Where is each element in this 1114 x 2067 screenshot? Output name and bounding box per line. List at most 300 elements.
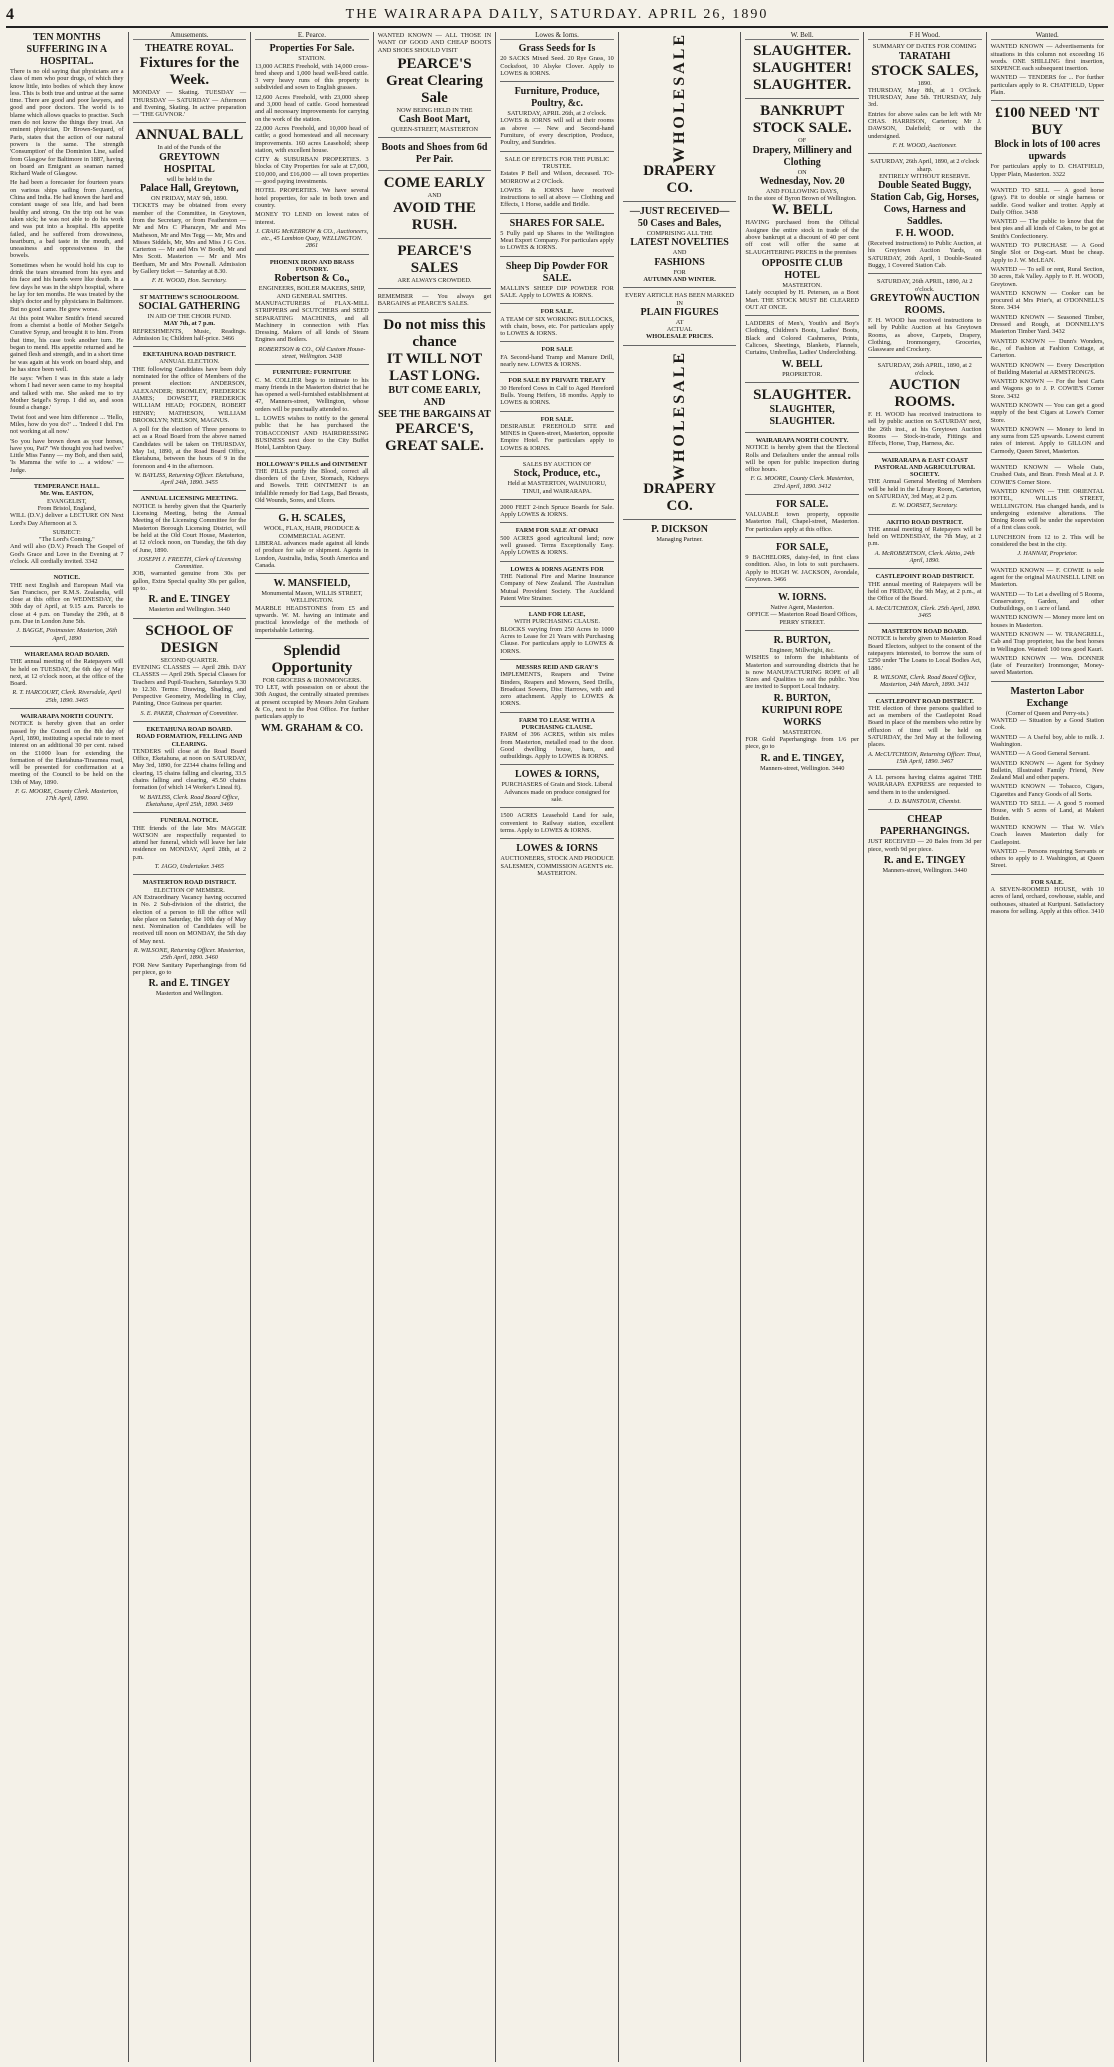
advert-heading: Manners-street, Wellington. 3440 bbox=[759, 764, 845, 772]
divider bbox=[623, 201, 737, 202]
divider bbox=[500, 807, 614, 808]
advert-heading: FOR SALE, bbox=[776, 541, 829, 553]
advert-heading: BUT COME EARLY, AND bbox=[388, 384, 481, 408]
advert-heading: PLAIN FIGURES bbox=[640, 306, 719, 318]
advert-heading: TEMPERANCE HALL. bbox=[33, 483, 100, 491]
advert-heading: ENTIRELY WITHOUT RESERVE. bbox=[879, 172, 971, 180]
advert-heading: SEE THE BARGAINS AT bbox=[378, 408, 491, 420]
advert-heading: Sheep Dip Powder FOR SALE. bbox=[505, 260, 609, 284]
advert-heading: WOOL, FLAX, HAIR, PRODUCE & COMMERCIAL AGENT. bbox=[263, 525, 360, 540]
divider bbox=[255, 508, 369, 509]
advert-text: F. H. WOOD has received instructions to sell by Public Auction at his Greytown Rooms, as above, Carpets, Drapery, Clothing, Ironmongery, Groceries, Glassware and Crockery. bbox=[867, 316, 982, 354]
advert-text: TICKETS may be obtained from every member of the Committee, in Greytown, from the Secretary, or from Featherston — Mr and Mrs C Pharazyn, Mr and Mrs Matheson, Mr and Mrs Tegg — Mr, Mrs and Misses Siddels, Mr, Mrs and Miss J G Cox. Carterton — Mr and Mrs W Booth, Mr and Mrs Scott. Masterton — Mr and Mrs Beetham, Mr and Mrs Pownall. Admission by Gallery ticket — Saturday at 8.30. bbox=[132, 202, 247, 276]
advert-text: 20 SACKS Mixed Seed. 20 Rye Grass, 10 Cocksfoot, 10 Alsyke Clover. Apply to LOWES & IORNS. bbox=[500, 55, 614, 77]
columns-container bbox=[6, 32, 1108, 2062]
advert-text: 13,000 ACRES Freehold, with 14,000 cross-bred sheep and 1,000 head well-bred cattle. 3 very heavy runs of this property is subdivided and sown to English grasses. bbox=[255, 62, 369, 92]
advert-heading: R. BURTON, bbox=[773, 692, 831, 704]
advert-heading: PHOENIX IRON AND BRASS FOUNDRY. bbox=[269, 258, 354, 274]
advert-heading: Native Agent, Masterton. bbox=[770, 604, 834, 612]
advert-heading: In the store of Byron Brown of Wellington. bbox=[747, 195, 857, 203]
advert-heading: F. G. MOORE, County Clerk. Masterton, 23rd April, 1890. 3412 bbox=[750, 475, 854, 490]
advert-text: He says: 'When I was in this state a lady whom I had never seen came to my hospital and talked with me. She asked me to try Mother Seigel's Syrup. I did so, and soon found a change.' bbox=[10, 375, 124, 412]
advert-heading: WM. GRAHAM & CO. bbox=[260, 722, 363, 734]
advert-text: WANTED — To Let a dwelling of 5 Rooms, Conservatory, Garden, and other Outbuildings, on 1 acre of land. bbox=[990, 590, 1105, 613]
advert-text: WANTED — The public to know that the best pies and all kinds of Cakes, to be got at Smith's Confectionery. bbox=[990, 218, 1105, 240]
advert-heading: Held at MASTERTON, WAINUIORU, TINUI, and WAIRARAPA. bbox=[507, 480, 607, 495]
advert-heading: LOWES & IORNS, bbox=[514, 769, 600, 781]
advert-heading: THEATRE ROYAL. bbox=[145, 43, 234, 55]
advert-heading: HOLLOWAY'S PILLS and OINTMENT bbox=[256, 460, 368, 468]
advert-heading: A. McCUTCHEON, Clerk. 25th April, 1890. 3465 bbox=[868, 604, 981, 619]
advert-heading: SATURDAY, 26th APRIL, 1890, At 2 o'clock. bbox=[876, 278, 973, 293]
advert-text: WANTED KNOWN — That W. Vile's Coach leaves Masterton daily for Castlepoint. bbox=[990, 823, 1105, 846]
advert-heading: WITH PURCHASING CLAUSE. bbox=[514, 618, 600, 626]
advert-heading: LOWES & IORNS bbox=[516, 843, 598, 855]
advert-text: WANTED KNOWN — Whole Oats, Crushed Oats, and Bran. Fresh Meal at J. P. COWIE'S Corner Store. bbox=[990, 464, 1105, 486]
advert-text: Lately occupied by H. Petersen, as a Boot Mart. THE STOCK MUST BE CLEARED OUT AT ONCE. bbox=[745, 289, 859, 311]
advert-heading: Masterton and Wellington. bbox=[155, 990, 223, 998]
advert-text: Sometimes when he would hold his cup to drink the tears streamed from his eyes and his face and his hands were like death. In a few days he was in the ship's hospital, where he lay for ten months. He was treated by the ship's doctor and by physicians in Baltimore. But no good came. He grew worse. bbox=[10, 261, 124, 313]
advert-text: WANTED KNOWN — Cooker can be procured at Mrs Prier's, at O'DONNELL'S Store. 3434 bbox=[990, 289, 1105, 312]
advert-heading: GREYTOWN AUCTION ROOMS. bbox=[869, 292, 980, 316]
advert-heading: Furniture, Produce, Poultry, &c. bbox=[514, 86, 600, 110]
advert-heading: MAY 7th, at 7 p.m. bbox=[163, 320, 215, 328]
advert-text: THE next English and European Mail via San Francisco, per R.M.S. Zealandia, will close at this office on WEDNESDAY, the 30th day of April, at 9.15 a.m. Parcels to close at 4 p.m. on Tuesday the 29th, at 8 p.m. Due in London June 5th. bbox=[10, 581, 124, 626]
advert-heading: NOW BEING HELD IN THE bbox=[396, 106, 473, 114]
advert-text: Twist foot and wee him difference ... 'Hello, Miles, how do you do?' ... 'Indeed I did. I'm not working at all now.' bbox=[10, 413, 124, 436]
divider bbox=[255, 364, 369, 365]
advert-text: At this point Walter Smith's friend secured from a chemist a bottle of Mother Seigel's Curative Syrup, and brought it to him. From that time, his case took another turn. He began to mend. His appetite returned and he gained flesh and strength, and in a short time he was again at his work on board ship, and he has since been well. bbox=[10, 314, 124, 373]
advert-text: 22,000 Acres Freehold, and 10,000 head of cattle; a good homestead and all necessary improvements. 160 acres Leasehold; sheep station, with excellent house. bbox=[255, 124, 369, 154]
advert-heading: WHAREAMA ROAD BOARD. bbox=[24, 650, 110, 658]
divider bbox=[500, 372, 614, 373]
advert-text: WANTED KNOWN — Money to lend in any sums from £25 upwards. Lowest current rates of interest. Apply to GILLON and Carmody, Queen Street, Masterton. bbox=[990, 425, 1105, 455]
advert-heading: ELECTION OF MEMBER. bbox=[153, 886, 225, 894]
advert-heading: T. JAGO, Undertaker. 3465 bbox=[154, 863, 224, 871]
advert-heading: FARM TO LEASE WITH A PURCHASING CLAUSE. bbox=[518, 716, 596, 731]
divider bbox=[133, 490, 247, 491]
advert-text: NOTICE is hereby given to Masterton Road Board Electors, subject to the consent of the ratepayers interested, to borrow the sum of £250 under 'The Loans to Local Bodies Act, 1886.' bbox=[867, 635, 982, 672]
advert-text: MARBLE HEADSTONES from £5 and upwards. W. M. having an intimate and practical knowledge of the methods of imperishable Lettering. bbox=[255, 604, 369, 634]
advert-text: THE annual meeting of Ratepayers will be held on FRIDAY, the 9th May, at 2 p.m., at the Office of the Board. bbox=[867, 580, 982, 603]
divider bbox=[745, 432, 859, 433]
divider bbox=[868, 809, 982, 810]
advert-heading: DRAPERY bbox=[643, 480, 716, 497]
advert-heading: CHEAP PAPERHANGINGS. bbox=[879, 814, 970, 838]
divider bbox=[500, 764, 614, 765]
advert-text: 5 Fully paid up Shares in the Wellington Meat Export Company. For particulars apply to LOWES & IORNS. bbox=[500, 229, 614, 252]
advert-heading: SALE OF EFFECTS FOR THE PUBLIC TRUSTEE. bbox=[504, 155, 610, 170]
vertical-banner: WHOLESALE bbox=[670, 32, 688, 164]
advert-text: FOR Gold Paperhangings from 1/6 per piece, go to bbox=[745, 736, 859, 751]
advert-text: WANTED KNOWN — Advertisements for situations in this column not exceeding 16 words. ONE SHILLING first insertion, SIXPENCE each subsequent insertion. bbox=[990, 43, 1105, 73]
column-1 bbox=[6, 32, 129, 2062]
advert-heading: FOR GROCERS & IRONMONGERS. bbox=[262, 676, 362, 684]
masthead bbox=[6, 4, 1108, 28]
advert-heading: ANNUAL BALL bbox=[135, 127, 244, 144]
advert-heading: W. IORNS. bbox=[778, 592, 827, 604]
advert-text: (Received instructions) to Public Auction, at his Greytown Auction Yards, on SATURDAY, 26th April, 1 Double-Seated Buggy, 1 Covered Station Cab. bbox=[867, 240, 982, 270]
advert-text: THE PILLS purify the Blood, correct all disorders of the Liver, Stomach, Kidneys and Bowels. THE OINTMENT is an infallible remedy for Bad Legs, Bad Breasts, Old Wounds, Sores, and Ulcers. bbox=[255, 467, 369, 505]
advert-text: THE election of three persons qualified to act as members of the Castlepoint Road Board in place of the members who retire by effluxion of time will be held on SATURDAY, the 3rd May at the following places. bbox=[867, 704, 982, 749]
advert-heading: J. BAGGE, Postmaster. Masterton, 26th April, 1890 bbox=[16, 627, 118, 642]
page-number: 4 bbox=[6, 6, 14, 23]
advert-heading: SCHOOL OF DESIGN bbox=[145, 622, 234, 656]
divider bbox=[868, 623, 982, 624]
divider bbox=[623, 519, 737, 520]
column-heading: Lowes & Iorns. bbox=[500, 32, 614, 40]
advert-text: LIBERAL advances made against all kinds of produce for sale or shipment. Agents in London, Australia, India, South America and Canada. bbox=[255, 539, 369, 569]
advert-heading: R. T. HARCOURT, Clerk. Riversdale, April 25th, 1890. 3465 bbox=[12, 689, 122, 704]
divider bbox=[500, 561, 614, 562]
advert-text: WANTED KNOWN — F. COWIE is sole agent for the original MAUNSELL LINE on Masterton. bbox=[990, 566, 1105, 589]
advert-text: DESIRABLE FREEHOLD SITE and MINES in Queen-street, Masterton, opposite Empire Hotel. For particulars apply to LOWES & IORNS. bbox=[500, 422, 614, 452]
advert-heading: Block in lots of 100 acres upwards bbox=[994, 139, 1101, 163]
advert-heading: F. H. WOOD, Auctioneer. bbox=[892, 141, 957, 149]
column-8 bbox=[864, 32, 987, 2062]
divider bbox=[745, 494, 859, 495]
advert-heading: SUMMARY OF DATES FOR COMING bbox=[872, 43, 977, 51]
advert-heading: PEARCE'S bbox=[397, 55, 472, 72]
advert-heading: W. BELL bbox=[781, 358, 823, 370]
advert-text: THURSDAY, May 8th, at 1 O'Clock. THURSDAY, June 5th. THURSDAY, July 3rd. bbox=[867, 86, 982, 109]
advert-heading: ANNUAL LICENSING MEETING. bbox=[140, 495, 238, 503]
column-heading: Wanted. bbox=[991, 32, 1105, 40]
advert-text: C. M. COLLIER begs to intimate to his many friends in the Masterton district that he has opened a well-furnished establishment at 47, Manners-street, Wellington, whose orders will be punctually attended to. bbox=[255, 376, 369, 413]
divider bbox=[500, 606, 614, 607]
advert-heading: SLAUGHTER. bbox=[753, 386, 852, 403]
divider bbox=[745, 315, 859, 316]
advert-heading: W. MANSFIELD, bbox=[273, 578, 351, 590]
advert-heading: OFFICE — Masterton Road Board Offices, PERRY STREET. bbox=[747, 611, 858, 626]
advert-text: WISHES to inform the inhabitants of Masterton and surrounding districts that he is now MANUFACTURING ROPE of all Sizes and Qualities to suit the public. You are invited to Support Local Industry. bbox=[745, 654, 859, 691]
column-3 bbox=[251, 32, 374, 2062]
advert-text: For particulars apply to D. CHATFIELD, Upper Plain, Masterton. 3322 bbox=[990, 163, 1105, 178]
advert-heading: F. H. WOOD, Hon. Secretary. bbox=[151, 277, 227, 285]
advert-heading: R. and E. TINGEY bbox=[148, 594, 231, 606]
advert-text: TO LET, with possession on or about the 30th August, the centrally situated premises at present occupied by Messrs John Graham & Co., next to the Post Office. For further particulars apply to bbox=[255, 684, 369, 721]
advert-heading: ANNUAL ELECTION. bbox=[159, 358, 220, 366]
divider bbox=[500, 341, 614, 342]
advert-text: WANTED — Persons requiring Servants or others to apply to J. Washington, at Queen Street. bbox=[990, 847, 1105, 870]
divider bbox=[500, 659, 614, 660]
advert-text: FARM of 396 ACRES, within six miles from Masterton, metalled road to the door. Good dwelling house, barn, and outbuildings. Apply to LOWES & IORNS. bbox=[500, 731, 614, 761]
advert-heading: AVOID THE RUSH. bbox=[393, 199, 476, 233]
advert-heading: CASTLEPOINT ROAD DISTRICT. bbox=[875, 697, 974, 705]
advert-heading: FOR SALE. bbox=[540, 415, 574, 423]
advert-heading: WAIRARAPA & EAST COAST PASTORAL AND AGRICULTURAL SOCIETY. bbox=[874, 456, 976, 479]
divider bbox=[868, 693, 982, 694]
advert-heading: OF bbox=[798, 137, 807, 145]
advert-heading: Boots and Shoes from 6d Per Pair. bbox=[381, 142, 488, 166]
advert-heading: GREYTOWN HOSPITAL bbox=[159, 151, 220, 175]
advert-heading: S. E. PAKER, Chairman of Committee. bbox=[140, 709, 239, 717]
advert-heading: Grass Seeds for Is bbox=[518, 43, 596, 55]
divider bbox=[255, 573, 369, 574]
advert-text: WANTED KNOWN — Money more lent on houses in Masterton. bbox=[990, 614, 1105, 629]
divider bbox=[500, 522, 614, 523]
divider bbox=[745, 630, 859, 631]
divider bbox=[623, 345, 737, 346]
advert-text: Estates P Bell and Wilson, deceased. TO-MORROW at 2 O'Clock. bbox=[500, 170, 614, 185]
advert-heading: LATEST NOVELTIES bbox=[630, 237, 729, 249]
advert-heading: JOSEPH J. FREETH, Clerk of Licensing Committee. bbox=[137, 555, 242, 571]
divider bbox=[745, 98, 859, 99]
divider bbox=[868, 452, 982, 453]
divider bbox=[10, 478, 124, 479]
advert-text: F. H. WOOD has received instructions to sell by public auction on SATURDAY next, the 26th inst., at his Greytown Auction Rooms — Stock-in-trade, Fittings and Effects, Horse, Trap, Harness, &c. bbox=[867, 411, 982, 448]
divider bbox=[868, 568, 982, 569]
advert-heading: AND FOLLOWING DAYS, bbox=[765, 187, 839, 195]
advert-text: FOR New Sanitary Paperhangings from 6d per piece, go to bbox=[132, 961, 247, 976]
advert-heading: £100 NEED 'NT BUY bbox=[995, 105, 1100, 139]
advert-text: And will also (D.V.) Preach The Gospel of God's Grace and Love in the Evening at 7 o'clock. All cordially invited. 3342 bbox=[10, 543, 124, 565]
advert-text: JUST RECEIVED — 20 Bales from 3d per piece, worth 9d per piece. bbox=[867, 838, 982, 853]
divider bbox=[500, 456, 614, 457]
advert-heading: QUEEN-STREET, MASTERTON bbox=[390, 126, 479, 134]
advert-heading: SLAUGHTER. bbox=[753, 77, 852, 94]
advert-heading: DRAPERY bbox=[643, 163, 716, 180]
advert-heading: EKETAHUNA ROAD BOARD. bbox=[146, 726, 233, 733]
advert-heading: CO. bbox=[666, 180, 693, 197]
advert-heading: AKITIO ROAD DISTRICT. bbox=[886, 518, 964, 526]
advert-text: WANTED KNOWN — Seasoned Timber, Dressed and Rough, at DONNELLY'S Masterton Timber Yard. 3432 bbox=[990, 313, 1105, 336]
advert-heading: FOR SALE. bbox=[776, 499, 829, 511]
advert-text: A LL persons having claims against THE WAIRARAPA EXPRESS are requested to send them in to the undersigned. bbox=[867, 774, 982, 796]
advert-heading: Monumental Mason, WILLIS STREET, WELLINGTON. bbox=[261, 590, 363, 605]
divider bbox=[500, 499, 614, 500]
advert-text: WANTED KNOWN — Dunn's Wonders, &c., of Fashion at Fashion Cottage, at Carterton. bbox=[990, 337, 1105, 360]
advert-heading: Cash Boot Mart, bbox=[398, 114, 471, 126]
advert-heading: GREAT SALE. bbox=[385, 437, 484, 454]
advert-text: IMPLEMENTS, Reapers and Twine Binders, Reapers and Mowers, Seed Drills, Broadcast Sowers, Disc Harrows, with and zero attachment. Apply to LOWES & IORNS. bbox=[500, 671, 614, 708]
vertical-banner: WHOLESALE bbox=[670, 349, 688, 481]
divider bbox=[133, 721, 247, 722]
column-4 bbox=[374, 32, 497, 2062]
advert-heading: TEN MONTHS SUFFERING IN A HOSPITAL. bbox=[26, 32, 108, 67]
advert-heading: W. BAYLISS, Returning Officer. Eketahuna, April 24th, 1890. 3455 bbox=[134, 471, 244, 487]
advert-heading: BANKRUPT bbox=[760, 103, 845, 120]
advert-heading: FARM FOR SALE AT OPAKI bbox=[515, 527, 599, 535]
advert-text: WANTED TO SELL — A good horse (gray). Fit to double or single harness or saddle. Good walker and trotter. Apply at Daily Office. 3438 bbox=[990, 186, 1105, 216]
advert-heading: CASTLEPOINT ROAD DISTRICT. bbox=[875, 573, 974, 581]
advert-heading: AND bbox=[427, 192, 442, 200]
advert-text: WANTED KNOWN — W. TRANGRELL, Cab and Trap proprietor, has the best horses in Wellington. Wanted: 100 tons good Kauri. bbox=[990, 631, 1105, 653]
advert-heading: SUBJECT: bbox=[52, 528, 81, 536]
divider bbox=[10, 708, 124, 709]
advert-heading: PEARCE'S, bbox=[395, 420, 474, 437]
advert-text: L. LOWES wishes to notify to the general public that he has purchased the TOBACCONIST AND HAIRDRESSING BUSINESS next door to the City Buffet Hotel, Lambton Quay. bbox=[255, 415, 369, 452]
advert-text: WANTED TO SELL — A good 5 roomed House, with 5 acres of Land, at Makeri Buiden. bbox=[990, 800, 1105, 822]
divider bbox=[378, 137, 492, 138]
advert-heading: F. H. WOOD. bbox=[895, 228, 954, 240]
advert-heading: SATURDAY, 26th April, 1890, at 2 o'clock sharp. bbox=[870, 158, 980, 173]
advert-text: A SEVEN-ROOMED HOUSE, with 10 acres of land, orchard, cowhouse, stable, and outhouses, situated at Kuripuni. Satisfactory reasons for selling. Apply at this office. 3410 bbox=[990, 886, 1105, 915]
column-5 bbox=[496, 32, 619, 2062]
column-6 bbox=[619, 32, 742, 2062]
advert-heading: ENGINEERS, BOILER MAKERS, SHIP, AND GENERAL SMITHS. bbox=[258, 285, 366, 300]
advert-heading: Splendid Opportunity bbox=[271, 642, 353, 676]
advert-text: WANTED — A Useful boy, able to milk. J. Washington. bbox=[990, 733, 1105, 748]
advert-text: WILL (D.V.) deliver a LECTURE ON Next Lord's Day Afternoon at 3. bbox=[10, 512, 124, 527]
divider bbox=[500, 712, 614, 713]
advert-heading: SATURDAY, 26th APRIL, 1890, at 2 o'clock. bbox=[877, 362, 972, 377]
advert-heading: Drapery, Millinery and Clothing bbox=[752, 144, 852, 168]
column-heading: E. Pearce. bbox=[255, 32, 369, 40]
divider bbox=[255, 638, 369, 639]
advert-heading: R. WILSONE, Returning Officer. Masterton, 25th April, 1890. 3460 bbox=[133, 947, 245, 962]
advert-heading: FUNERAL NOTICE. bbox=[160, 817, 219, 825]
column-heading: F H Wood. bbox=[868, 32, 982, 40]
advert-heading: OPPOSITE CLUB HOTEL bbox=[761, 257, 843, 281]
advert-text: THE annual meeting of Ratepayers will be held on WEDNESDAY, the 7th May, at 2 p.m. bbox=[867, 525, 982, 548]
divider bbox=[991, 681, 1105, 682]
advert-heading: Double Seated Buggy, Station Cab, Gig, Horses, Cows, Harness and Saddles. bbox=[870, 180, 979, 228]
advert-text: THE Annual General Meeting of Members will be held in the Library Room, Carterton, on SATURDAY, 3rd May, at 2 p.m. bbox=[867, 478, 982, 500]
advert-text: CITY & SUBURBAN PROPERTIES. 3 blocks of City Properties for sale at £7,000, £10,000, and £16,000 — all town properties — good paying investments. bbox=[255, 156, 369, 186]
advert-heading: MASTERTON. bbox=[782, 728, 822, 736]
advert-heading: MASTERTON ROAD DISTRICT. bbox=[142, 879, 237, 887]
advert-text: 12,600 Acres Freehold, with 23,000 sheep and 3,000 head of cattle. Good homestead and all necessary improvements for carrying on the work of the station. bbox=[255, 93, 369, 123]
advert-heading: E. W. DORSET, Secretary. bbox=[891, 502, 958, 510]
advert-text: AN Extraordinary Vacancy having occurred in No. 2 Sub-division of the district, the election of a person to fill the office will take place on Saturday, the 10th day of May next. Nomination of Candidates will be received till noon on MONDAY, the 5th day of May next. bbox=[132, 893, 247, 945]
advert-heading: 1890. bbox=[917, 79, 932, 87]
advert-heading: FOR SALE. bbox=[540, 308, 574, 316]
advert-heading: ACTUAL bbox=[666, 326, 693, 334]
advert-heading: MASTERTON. bbox=[782, 281, 822, 289]
advert-heading: STOCK SALE. bbox=[752, 120, 852, 137]
divider bbox=[378, 238, 492, 239]
advert-text: WANTED KNOWN — Wm. DONNER (late of Feurzeiter) Ironmonger, Money-saved Masterton. bbox=[990, 654, 1105, 677]
advert-heading: Managing Partner. bbox=[656, 535, 703, 543]
advert-text: 1500 ACRES Leasehold Land for sale, convenient to Railway station, excellent terms. Apply to LOWES & IORNS. bbox=[500, 812, 614, 834]
advert-heading: AUCTIONEERS, STOCK AND PRODUCE SALESMEN, COMMISSION AGENTS etc. MASTERTON. bbox=[500, 855, 614, 877]
advert-heading: Robertson & Co., bbox=[274, 273, 350, 285]
advert-text: NOTICE is hereby given that the Electoral Rolls and Defaulters under the annual rolls will be open for public inspection during office hours. bbox=[745, 444, 859, 474]
divider bbox=[623, 287, 737, 288]
advert-text: MONEY TO LEND on lowest rates of interest. bbox=[255, 211, 369, 226]
divider bbox=[133, 122, 247, 123]
advert-heading: ST MATTHEW'S SCHOOLROOM. bbox=[140, 293, 239, 301]
advert-text: LOWES & IORNS have received instructions to sell at above — Clothing and Effects, 1 Horse, saddle and Bridle. bbox=[500, 186, 614, 209]
advert-heading: FASHIONS bbox=[654, 256, 705, 268]
advert-heading: Masterton and Wellington. 3440 bbox=[148, 606, 230, 614]
advert-heading: SLAUGHTER. bbox=[753, 43, 852, 60]
advert-heading: will be held in the bbox=[166, 175, 213, 183]
advert-text: FA Second-hand Tramp and Manure Drill, nearly new. LOWES & IORNS. bbox=[500, 353, 614, 369]
advert-heading: FOR SALE bbox=[541, 346, 573, 354]
advert-heading: J. D. BAINSTOUR, Chemist. bbox=[888, 798, 961, 806]
advert-heading: A. McROBERTSON, Clerk. Akitio, 24th April, 1890. bbox=[874, 549, 975, 565]
advert-text: NOTICE is hereby given that an order passed by the Council on the 8th day of April, 1890, instituting a special rate to meet interest on an additional 30 per cent. raised on the £1000 loan for extending the formation of the Eketahuna-Tiraumea road, will be presented for confirmation at a meeting of the Council to be held on the 13th of May, 1890. bbox=[10, 720, 124, 786]
advert-text: A poll for the election of Three persons to act as a Road Board from the above named Candidates will be taken on THURSDAY, May 1st, 1890, at the Road Board Office, Eketahuna, between the hours of 9 in the forenoon and 4 in the afternoon. bbox=[132, 426, 247, 470]
divider bbox=[500, 81, 614, 82]
advert-heading: F. G. MOORE, County Clerk. Masterton, 17th April, 1890. bbox=[15, 788, 119, 803]
newspaper-title: THE WAIRARAPA DAILY, SATURDAY. APRIL 26, 1890 bbox=[345, 7, 769, 22]
advert-heading: "The Lord's Coming." bbox=[38, 536, 95, 544]
advert-heading: Do not miss this chance bbox=[383, 316, 486, 350]
divider bbox=[133, 346, 247, 347]
divider bbox=[10, 569, 124, 570]
advert-heading: PURCHASERS of Grain and Stock. Liberal Advances made on produce consigned for sale. bbox=[501, 781, 613, 804]
advert-text: LOWES & IORNS will sell at their rooms as above — New and Second-hand Furniture, of every description, Produce, Poultry, and Sundries. bbox=[500, 117, 614, 147]
advert-text: He had been a forecaster for fourteen years on various ships sailing from America, China and India. He had known the hard and constant usage of sea life, and had been healthy and strong. On the trip out he was taken sick; he was not able to do his work and was put into a hospital. His appetite failed, and he suffered from drowsiness, heartburn, a bad taste in the mouth, and uneasiness and oppressiveness in the bowels. bbox=[10, 179, 124, 260]
advert-heading: LOWES & IORNS AGENTS FOR bbox=[510, 565, 604, 573]
advert-text: EVENING CLASSES — April 28th. DAY CLASSES — April 29th. Special Classes for Teachers and Pupil-Teachers, Saturdays 9.30 to 12.30. Terms: Drawing, Shading, and Perspective Geometry, Modelling in Clay, Painting, Once Guineas per quarter. bbox=[132, 663, 247, 708]
divider bbox=[133, 812, 247, 813]
advert-text: Entries for above sales can be left with Mr CHAS. HARRISON, Carterton; Mr J. DAWSON, Dalefield; or with the undersigned. bbox=[867, 110, 982, 140]
advert-heading: EKETAHUNA ROAD DISTRICT. bbox=[142, 351, 236, 359]
advert-heading: ON bbox=[797, 168, 807, 176]
advert-text: WANTED KNOWN — Agent for Sydney Bulletin, Illustrated Family Friend, New Zealand Mail and other papers. bbox=[990, 759, 1105, 782]
advert-heading: WAIRARAPA NORTH COUNTY. bbox=[20, 713, 114, 721]
advert-heading: R. and E. TINGEY bbox=[883, 854, 966, 866]
divider bbox=[991, 874, 1105, 875]
advert-heading: W. BELL bbox=[771, 202, 833, 219]
advert-heading: (Corner of Queen and Perry-sts.) bbox=[1005, 709, 1089, 717]
advert-heading: IT WILL NOT LAST LONG. bbox=[386, 350, 483, 384]
advert-text: VALUABLE town property, opposite Masterton Hall, Chapel-street, Masterton. For particulars apply at this office. bbox=[745, 511, 859, 533]
advert-heading: R. and E. TINGEY, bbox=[760, 752, 844, 764]
divider bbox=[500, 411, 614, 412]
advert-heading: TARATAHI bbox=[898, 50, 951, 62]
advert-text: THE National Fire and Marine Insurance Company of New Zealand. The Australian Mutual Provident Society. The Auckland Patent Wire Strainer. bbox=[500, 572, 614, 602]
advert-heading: SECOND QUARTER. bbox=[160, 656, 219, 664]
advert-heading: STOCK SALES, bbox=[871, 62, 979, 79]
column-2 bbox=[129, 32, 252, 2062]
advert-heading: R. WILSONE, Clerk. Road Board Office, Masterton, 24th March, 1890. 3411 bbox=[873, 673, 977, 689]
advert-text: NOTICE is hereby given that the Quarterly Licensing Meeting, being the Annual Meeting of the Licensing Committee for the Masterton Borough Licensing District, will be held at the Old Court House, Masterton, at 12 o'clock noon, on Tuesday, the 6th day of June, 1890. bbox=[132, 502, 247, 554]
divider bbox=[500, 256, 614, 257]
advert-heading: FOR bbox=[673, 268, 686, 276]
advert-text: WANTED KNOWN — Every Description of Building Material at ARMSTRONG'S. bbox=[990, 361, 1105, 376]
advert-heading: ARE ALWAYS CROWDED. bbox=[397, 276, 472, 284]
advert-heading: AT bbox=[675, 318, 684, 326]
advert-text: WANTED KNOWN — For the best Carts and Wagons go to J. P. COWIE'S Corner Store. 3432 bbox=[990, 378, 1105, 400]
advert-heading: R. BURTON, bbox=[773, 634, 831, 646]
divider bbox=[255, 456, 369, 457]
advert-heading: CO. bbox=[666, 497, 693, 514]
advert-text: BLOCKS varying from 250 Acres to 1000 Acres to Lease for 21 Years with Purchasing Clause. For particulars apply to LOWES & IORNS. bbox=[500, 625, 614, 655]
advert-heading: Engineer, Millwright, &c. bbox=[769, 646, 835, 654]
advert-heading: COMPRISING ALL THE bbox=[646, 230, 713, 238]
advert-text: 30 Hereford Cows in Calf to Aged Hereford Bulls. Young Heifers, 18 months. Apply to LOWES & IORNS. bbox=[500, 384, 614, 407]
advert-text: HAVING purchased from the Official Assignee the entire stock in trade of the above bankrupt at a discount of 40 per cent off cost will offer the same at SLAUGHTERING PRICES in the premises bbox=[745, 219, 859, 256]
advert-heading: P. DICKSON bbox=[651, 523, 709, 535]
divider bbox=[133, 618, 247, 619]
advert-text: WANTED KNOWN — ALL THOSE IN WANT OF GOOD AND CHEAP BOOTS AND SHOES SHOULD VISIT bbox=[377, 32, 492, 54]
advert-text: JOB, warranted genuine from 30s per gallon, Extra Special quality 30s per gallon, up to. bbox=[132, 570, 247, 593]
advert-heading: PROPRIETOR. bbox=[782, 370, 823, 378]
advert-text: HOTEL PROPERTIES. We have several hotel properties, for sale in both town and country. bbox=[255, 187, 369, 209]
divider bbox=[133, 289, 247, 290]
advert-text: THE annual meeting of the Ratepayers will be held on TUESDAY, the 6th day of May next, at 12 o'clock noon, at the office of the Board. bbox=[10, 658, 124, 688]
divider bbox=[991, 459, 1105, 460]
advert-text: There is no old saying that physicians are a class of men who pour drugs, of which they know little, into bodies of which they know less. This is both true and untrue at the same time. There are good and poor lawyers, and good and poor doctors. The world is to blame which allows quacks to practise. Such men do not know the things they treat. An eminent physician, Dr Brown-Sequard, of Paris, states that the action of our natural powers is the same. The strength 'Consumption' of the Dominion Line, sailed from Glasgow for Baltimore in 1887, having on board an Emigrant as seaman named Richard Wade of Glasgow. bbox=[10, 68, 124, 178]
advert-heading: SATURDAY, APRIL 26th, at 2 o'clock. bbox=[507, 110, 607, 118]
advert-text: WANTED — A Good General Servant. bbox=[990, 750, 1090, 758]
divider bbox=[991, 100, 1105, 101]
advert-text: THE following Candidates have been duly nominated for the office of Members of the present election: ANDERSON, ALEXANDER; BROMLEY, FREDERICK JAMES; DOWSETT, FREDERICK WILLIAM HEAD; FOGDEN, ROBERT HENRY; MATHESON, WILLIAM BROOKLYN; NEILSON, MAGNUS. bbox=[132, 365, 247, 424]
advert-text: 500 ACRES good agricultural land; now well grassed. Terms Exceptionally Easy. Apply LOWES & IORNS. bbox=[500, 534, 614, 557]
advert-heading: WHOLESALE PRICES. bbox=[646, 333, 714, 341]
advert-heading: NOTICE. bbox=[53, 574, 80, 582]
divider bbox=[378, 312, 492, 313]
divider bbox=[868, 153, 982, 154]
advert-heading: PEARCE'S SALES bbox=[397, 242, 472, 276]
advert-heading: —JUST RECEIVED— bbox=[629, 206, 730, 218]
advert-heading: Great Clearing Sale bbox=[386, 72, 483, 106]
